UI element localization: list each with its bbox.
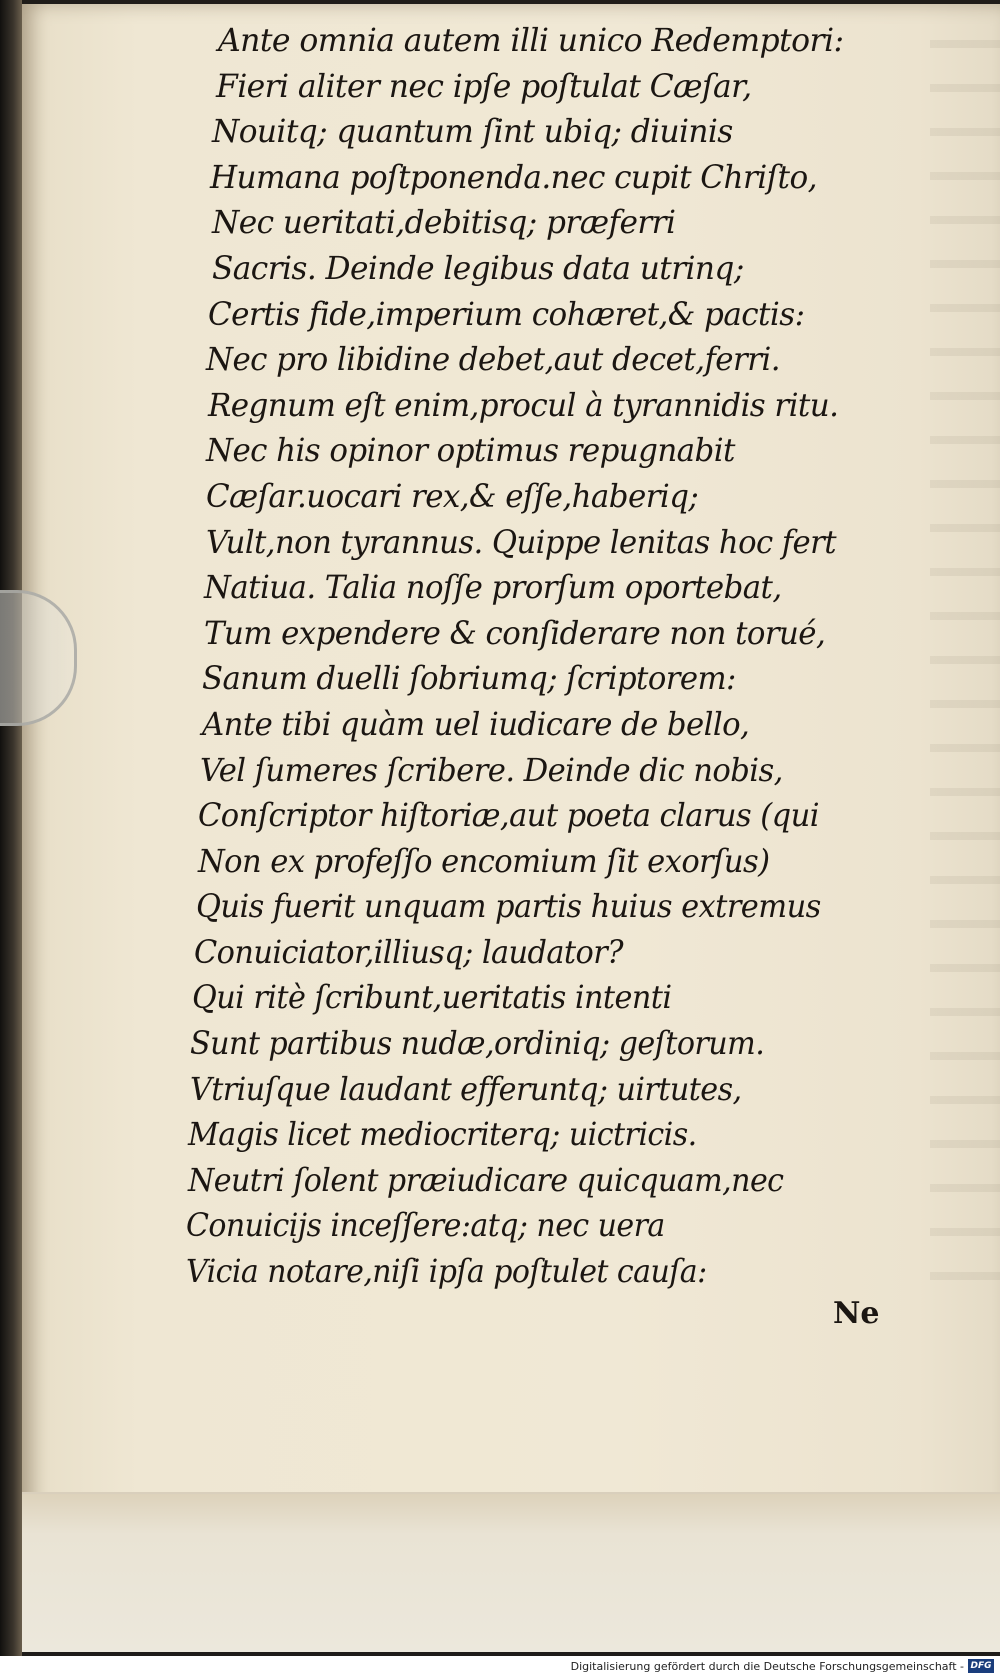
verse-line: Vult,non tyrannus. Quippe lenitas hoc fert (206, 522, 836, 561)
verse-line: Sacris. Deinde legibus data utrinq; (212, 248, 744, 287)
verse-line: Sunt partibus nudæ,ordiniq; geſtorum. (190, 1024, 765, 1063)
verse-line: Nouitq; quantum ſint ubiq; diuinis (212, 112, 733, 151)
verse-line: Nec pro libidine debet,aut decet,ferri. (206, 340, 780, 379)
verse-line: Sanum duelli ſobriumq; ſcriptorem: (202, 659, 736, 698)
verse-line: Natiua. Talia noſſe prorſum oportebat, (204, 568, 782, 607)
verse-line: Nec his opinor optimus repugnabit (206, 431, 735, 470)
verse-line: Vel ſumeres ſcribere. Deinde dic nobis, (200, 750, 783, 789)
verse-line: Certis fide,imperium cohæret,& pactis: (208, 294, 805, 333)
verse-line: Conſcriptor hiſtoriæ,aut poeta clarus (qui (198, 796, 819, 835)
catchword: Ne (833, 1296, 880, 1331)
verse-line: Tum expendere & conſiderare non torué, (204, 613, 826, 652)
book-spine (0, 0, 22, 1656)
verse-line: Quis fuerit unquam partis huius extremus (196, 887, 821, 926)
verse-line: Cæſar.uocari rex,& eſſe,haberiq; (206, 476, 699, 515)
verse-line: Ante omnia autem illi unico Redemptori: (218, 21, 844, 59)
verse-line: Conuiciator,illiusq; laudator? (194, 932, 623, 971)
verse-line: Ante tibi quàm uel iudicare de bello, (202, 704, 750, 743)
verse-line: Conuicijs inceſſere:atq; nec uera (186, 1206, 665, 1245)
verse-line: Qui ritè ſcribunt,ueritatis intenti (192, 978, 672, 1017)
verse-line: Regnum eſt enim,procul à tyrannidis ritu. (208, 385, 839, 424)
verse-line: Vicia notare,niſi ipſa poſtulet cauſa: (186, 1252, 707, 1291)
verse-line: Humana poſtponenda.nec cupit Chriſto, (210, 157, 817, 196)
show-through-text (930, 4, 1000, 1304)
verse-line: Neutri ſolent præiudicare quicquam,nec (188, 1160, 784, 1199)
verse-line: Magis licet mediocriterq; uictricis. (188, 1115, 697, 1154)
verse-line: Nec ueritati,debitisq; præferri (212, 203, 676, 242)
verse-line: Vtriuſque laudant efferuntq; uirtutes, (190, 1069, 742, 1108)
footer-credit: Digitalisierung gefördert durch die Deutsche Forschungsgemeinschaft - (570, 1660, 964, 1673)
verse-line: Fieri aliter nec ipſe poſtulat Cæſar, (216, 66, 752, 105)
verse-line: Non ex profeſſo encomium ſit exorſus) (198, 841, 770, 880)
page-lower-margin (18, 1492, 1000, 1652)
verse-text-block (186, 18, 858, 1295)
book-page (18, 4, 1000, 1652)
dfg-logo: DFG (968, 1659, 994, 1673)
